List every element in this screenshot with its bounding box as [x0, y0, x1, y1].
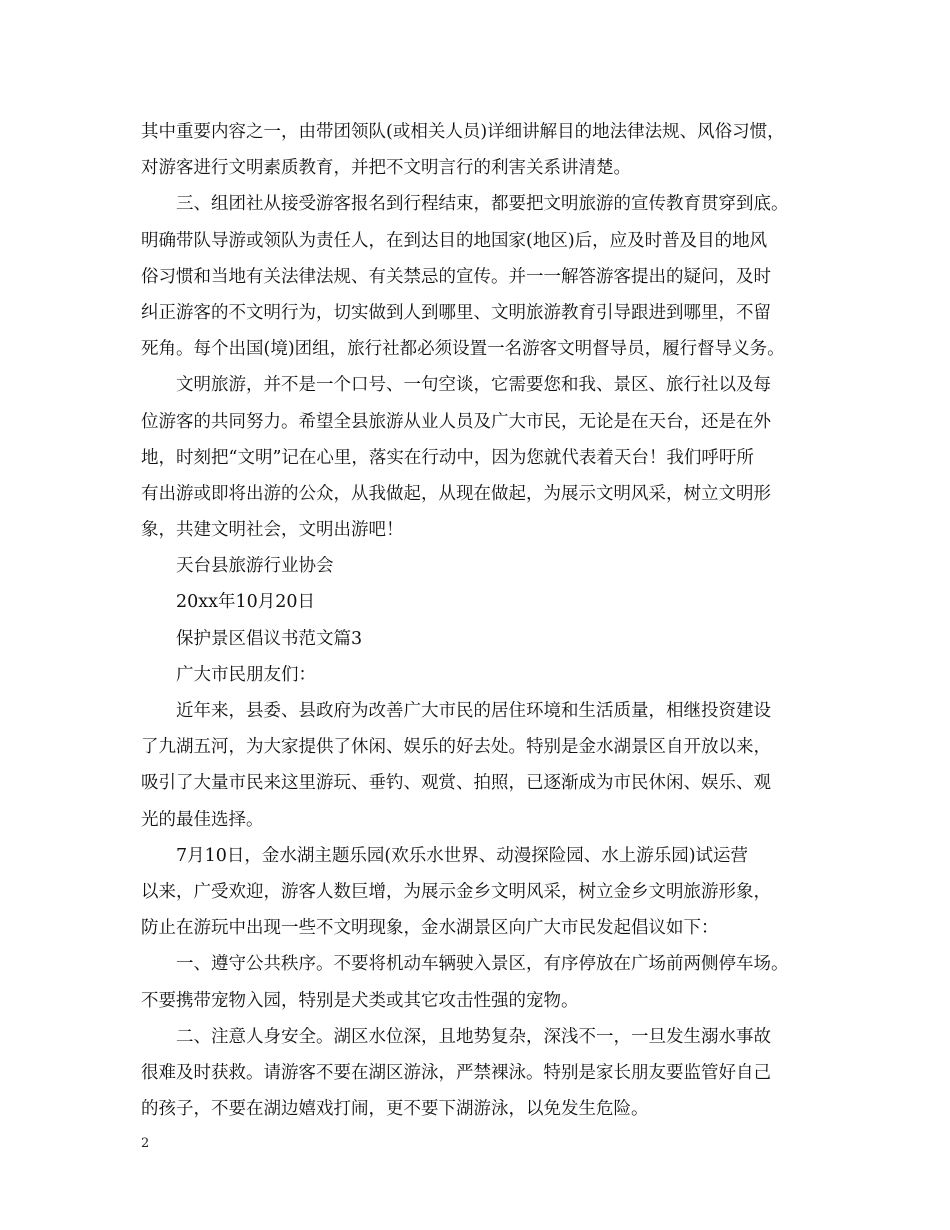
- text-line: 一、遵守公共秩序。不要将机动车辆驶入景区，有序停放在广场前两侧停车场。: [176, 954, 789, 975]
- text-line: 7月10日，金水湖主题乐园(欢乐水世界、动漫探险园、水上游乐园)试运营: [176, 845, 749, 866]
- text-line: 天台县旅游行业协会: [176, 556, 334, 577]
- text-line: 死角。每个出国(境)团组，旅行社都必须设置一名游客文明督导员，履行督导义务。: [141, 339, 785, 360]
- text-line: 文明旅游，并不是一个口号、一句空谈，它需要您和我、景区、旅行社以及每: [176, 375, 771, 396]
- text-line: 20xx年10月20日: [176, 592, 316, 613]
- text-line: 俗习惯和当地有关法律法规、有关禁忌的宣传。并一一解答游客提出的疑问，及时: [141, 266, 771, 287]
- text-line: 有出游或即将出游的公众，从我做起，从现在做起，为展示文明风采，树立文明形: [141, 483, 771, 504]
- text-line: 很难及时获救。请游客不要在湖区游泳，严禁裸泳。特别是家长朋友要监管好自己: [141, 1062, 771, 1083]
- document-body: [141, 114, 841, 1127]
- text-line: 以来，广受欢迎，游客人数巨增，为展示金乡文明风采，树立金乡文明旅游形象，: [141, 881, 771, 902]
- text-line: 的孩子，不要在湖边嬉戏打闹，更不要下湖游泳，以免发生危险。: [141, 1099, 649, 1120]
- text-line: 了九湖五河，为大家提供了休闲、娱乐的好去处。特别是金水湖景区自开放以来，: [141, 737, 771, 758]
- page-number: 2: [141, 1136, 150, 1151]
- text-line: 地，时刻把“文明”记在心里，落实在行动中，因为您就代表着天台！我们呼吁所: [141, 447, 754, 468]
- text-line: 对游客进行文明素质教育，并把不文明言行的利害关系讲清楚。: [141, 158, 631, 179]
- text-line: 纠正游客的不文明行为，切实做到人到哪里、文明旅游教育引导跟进到哪里，不留: [141, 302, 771, 323]
- text-line: 位游客的共同努力。希望全县旅游从业人员及广大市民，无论是在天台，还是在外: [141, 411, 771, 432]
- text-line: 三、组团社从接受游客报名到行程结束，都要把文明旅游的宣传教育贯穿到底。: [176, 194, 789, 215]
- text-line: 明确带队导游或领队为责任人，在到达目的地国家(地区)后，应及时普及目的地风: [141, 230, 768, 251]
- text-line: 象，共建文明社会，文明出游吧！: [141, 520, 404, 541]
- text-line: 二、注意人身安全。湖区水位深，且地势复杂，深浅不一，一旦发生溺水事故: [176, 1026, 771, 1047]
- text-line: 吸引了大量市民来这里游玩、垂钓、观赏、拍照，已逐渐成为市民休闲、娱乐、观: [141, 773, 771, 794]
- text-line: 保护景区倡议书范文篇3: [176, 628, 363, 649]
- text-line: 不要携带宠物入园，特别是犬类或其它攻击性强的宠物。: [141, 990, 579, 1011]
- text-line: 光的最佳选择。: [141, 809, 264, 830]
- text-line: 其中重要内容之一，由带团领队(或相关人员)详细讲解目的地法律法规、风俗习惯，: [141, 122, 785, 142]
- text-line: 广大市民朋友们：: [176, 664, 316, 685]
- text-line: 近年来，县委、县政府为改善广大市民的居住环境和生活质量，相继投资建设: [176, 701, 771, 721]
- text-line: 防止在游玩中出现一些不文明现象，金水湖景区向广大市民发起倡议如下：: [141, 918, 719, 939]
